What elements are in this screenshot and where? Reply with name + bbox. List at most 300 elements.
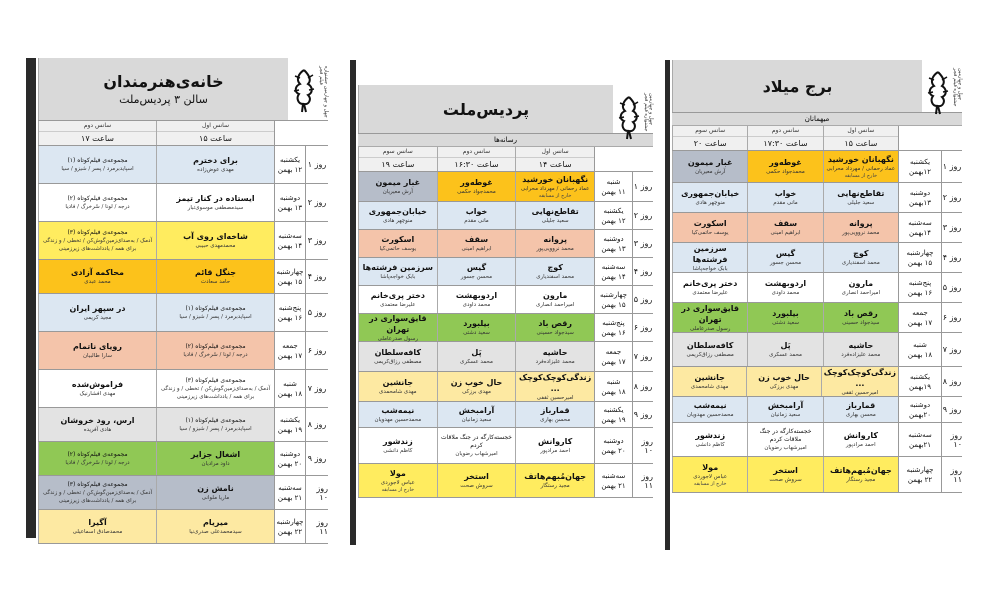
film-title: دختر پری‌خانم: [370, 291, 425, 300]
screening-cell: [747, 333, 822, 366]
film-director: یوسف حاتمی‌کیا: [691, 230, 729, 236]
film-title: استخر: [773, 466, 798, 475]
panel-shadow: [26, 58, 36, 538]
weekday: چهارشنبه: [276, 267, 304, 276]
film-title: نیمه‌شب: [693, 401, 727, 410]
film-title: پروانه: [849, 219, 873, 228]
film-director: محمدجواد حکمی: [766, 169, 805, 175]
panel-shadow: [350, 60, 356, 545]
film-director: مهدی برزکی: [462, 389, 491, 395]
day-date: [898, 213, 941, 242]
film-director: عباس لاجوردی: [693, 473, 728, 480]
session-time: ساعت ۱۶:۳۰: [454, 160, 499, 169]
film-director: کاظم دانشی: [695, 442, 725, 448]
date: ۱۹ بهمن: [277, 425, 303, 434]
day-row: [358, 342, 653, 372]
film-title: خجسته‌کارگه در جنگ ملاقات کردم: [441, 433, 512, 449]
film-title: زندشور: [695, 431, 726, 440]
session-time: ساعت ۱۹: [381, 160, 415, 169]
film-title: سرزمین فرشته‌ها: [692, 243, 728, 264]
film-title: محاکمه آزادی: [71, 268, 124, 277]
film-director: اسپاید‌برمرد / پسر / شیزو / سیا: [61, 165, 134, 172]
film-director: احمد مرادپور: [845, 442, 876, 448]
weekday: یکشنبه: [279, 155, 301, 164]
simorgh-logo-icon: [616, 93, 642, 143]
day-row: [38, 146, 328, 184]
film-director: عماد رحمانی / مهرداد محرابی: [826, 165, 896, 172]
film-title: نامش زن: [197, 484, 234, 493]
film-title: سرزمین فرشته‌ها: [362, 263, 434, 272]
film-title: جنگل قائم: [194, 268, 237, 277]
film-director: اسپاید‌برمرد / پسر / شیزو / سیا: [179, 425, 252, 432]
screening-cell: [38, 442, 156, 475]
day-row: [358, 402, 653, 428]
weekday: سه‌شنبه: [278, 483, 302, 492]
film-title: کافه‌سلطان: [686, 341, 734, 350]
date: ۱۹ بهمن: [601, 415, 626, 424]
day-date: [898, 243, 941, 272]
weekday: جمعه: [605, 347, 622, 356]
session-name: سانس دوم: [748, 126, 822, 137]
day-row: [38, 222, 328, 260]
screening-cell: [747, 151, 822, 182]
date: ۱۸ بهمن: [907, 350, 933, 359]
film-director: ماریا ملوانی: [201, 495, 230, 501]
screening-cell: [823, 333, 898, 366]
screening-cell: [672, 303, 747, 332]
film-director: آدمک / به‌صدای‌زمین‌گوش‌کن / تخطی / و زندگی برای همه / یادداشت‌های زیرزمینی: [42, 237, 153, 252]
screening-cell: [38, 184, 156, 221]
weekday: یکشنبه: [279, 415, 301, 424]
film-director: یوسف حاتمی‌کیا: [379, 246, 417, 252]
screening-cell: [823, 273, 898, 302]
day-date: [898, 303, 941, 332]
film-title: میریام: [202, 518, 229, 527]
day-date: [594, 402, 632, 427]
date: ۱۳ بهمن: [601, 244, 626, 253]
screening-cell: [672, 243, 747, 272]
screening-cell: [747, 423, 822, 456]
film-director: محمد داودی: [462, 302, 491, 308]
film-title: نگهبانان خورشید: [522, 174, 589, 184]
weekday: دوشنبه: [603, 234, 624, 243]
film-title: اردوبهشت: [764, 279, 807, 288]
date: ۱۵ بهمن: [277, 277, 303, 286]
screening-cell: [156, 146, 274, 183]
screening-cell: [747, 183, 822, 212]
hall-label: رسانه‌ها: [358, 134, 653, 147]
weekday: جمعه: [912, 308, 928, 317]
sessions-header: [38, 121, 328, 146]
film-director: سارا طالبیان: [83, 353, 112, 359]
film-title: دختر پری‌خانم: [683, 279, 738, 288]
film-title: کاروانش: [538, 437, 573, 446]
film-director: مصطفی رزاق‌کریمی: [374, 359, 422, 365]
session-name: سانس اول: [516, 147, 594, 158]
film-director: محمد علیزاده‌فرد: [841, 352, 881, 358]
screening-cell: [38, 370, 156, 407]
screening-cell: [823, 397, 898, 422]
film-director: منوچهر هادی: [383, 218, 413, 224]
day-date: [274, 294, 305, 331]
sessions-header: [358, 147, 653, 172]
screening-cell: [515, 342, 594, 371]
weekday: دوشنبه: [909, 188, 931, 197]
date: ۱۹بهمن: [908, 382, 932, 391]
title-box: [672, 60, 922, 112]
screening-cell: [437, 202, 516, 229]
film-title: غبار میمون: [687, 158, 733, 167]
screening-cell: [437, 428, 516, 463]
day-number: روز ۱۱: [632, 464, 653, 497]
film-title: قمارباز: [540, 406, 570, 415]
film-director: درجه / لونا / سُرخرگ / فادیا: [65, 203, 130, 210]
day-date: [274, 442, 305, 475]
film-director: مجید کریمی: [83, 315, 112, 321]
film-title: زندگی‌کوچک‌کوچک ...: [823, 367, 896, 388]
screening-cell: [358, 464, 437, 497]
simorgh-logo: [616, 93, 642, 147]
screening-cell: [38, 146, 156, 183]
day-number: روز ۸: [632, 372, 653, 401]
session-name: سانس دوم: [438, 147, 516, 158]
day-number: روز ۱۰: [941, 423, 962, 456]
film-title: ارس، رود خروشان: [60, 416, 135, 425]
film-director: آدمک / به‌صدای‌زمین‌گوش‌کن / تخطی / و زندگی برای همه / یادداشت‌های زیرزمینی: [42, 489, 153, 504]
weekday: دوشنبه: [279, 193, 301, 202]
film-title: بیلبورد: [772, 309, 799, 318]
screening-cell: [672, 397, 747, 422]
weekday: یکشنبه: [909, 157, 931, 166]
screening-cell: [672, 183, 747, 212]
festival-label: چهل و چهارمین جشنواره فیلم فجر: [318, 66, 329, 118]
film-director: محمدمهدی حبیبی: [195, 243, 236, 249]
film-title: پَل: [780, 341, 791, 350]
day-date: [898, 423, 941, 456]
day-number: روز ۶: [941, 303, 962, 332]
day-row: [358, 372, 653, 402]
film-title: مجموعه‌ی فیلم‌کوتاه (۱): [185, 416, 246, 424]
panel-header: [38, 58, 328, 121]
weekday: سه‌شنبه: [908, 430, 932, 439]
day-row: [672, 397, 962, 423]
day-date: [594, 428, 632, 463]
film-director: محسن جسور: [769, 260, 802, 266]
film-title: غوطه‌ور: [460, 178, 493, 187]
weekday: یکشنبه: [909, 372, 931, 381]
day-number: روز ۷: [305, 370, 328, 407]
screening-cell: [358, 428, 437, 463]
film-title: در سپهر ایران: [69, 304, 126, 313]
day-row: [38, 294, 328, 332]
weekday: سه‌شنبه: [601, 262, 626, 271]
venue-title: برج میلاد: [762, 76, 833, 96]
day-date: [274, 332, 305, 369]
day-date: [898, 183, 941, 212]
day-date: [274, 184, 305, 221]
screening-cell: [515, 314, 594, 341]
day-date: [274, 370, 305, 407]
screening-cell: [747, 213, 822, 242]
sessions-header-spacer: [898, 126, 962, 150]
screening-cell: [747, 243, 822, 272]
date: ۲۰ بهمن: [601, 446, 626, 455]
day-row: [672, 303, 962, 333]
weekday: یکشنبه: [603, 206, 624, 215]
screening-cell: [156, 476, 274, 509]
day-row: [672, 423, 962, 457]
venue-subtitle: سالن ۳ پردیس‌ملت: [119, 93, 208, 106]
sessions-header: [672, 126, 962, 151]
screening-cell: [515, 372, 594, 401]
session-header: [358, 147, 437, 171]
session-name: سانس اول: [824, 126, 898, 137]
day-number: روز ۳: [305, 222, 328, 259]
day-number: روز ۵: [632, 286, 653, 313]
screening-cell: [437, 464, 516, 497]
screening-cell: [747, 397, 822, 422]
film-title: خجسته‌کارگه در جنگ ملاقات کردم: [759, 427, 812, 443]
screening-cell: [515, 258, 594, 285]
screening-cell: [437, 286, 516, 313]
screening-cell: [437, 258, 516, 285]
film-title: زندگی‌کوچک‌کوچک ...: [519, 372, 592, 393]
day-row: [358, 258, 653, 286]
film-title: جانشین: [382, 378, 414, 387]
film-director: مصطفی رزاق‌کریمی: [686, 352, 734, 358]
film-title: غبار میمون: [375, 178, 421, 187]
date: ۱۶ بهمن: [277, 313, 303, 322]
screening-cell: [823, 423, 898, 456]
date: ۱۱ بهمن: [601, 187, 626, 196]
date: ۱۲بهمن: [908, 167, 932, 176]
film-director: مانی مقدم: [464, 218, 489, 224]
film-title: پروانه: [543, 235, 567, 244]
film-director: درجه / لونا / سُرخرگ / فادیا: [65, 459, 130, 466]
film-director: مانی مقدم: [773, 200, 798, 206]
session-header: [515, 147, 594, 171]
simorgh-logo: [925, 68, 951, 122]
film-director: داود مرادیان: [201, 461, 230, 467]
film-title: جهان‌مُبهم‌هاتف: [524, 472, 587, 481]
film-director: محسن بهاری: [540, 417, 571, 423]
screening-cell: [358, 372, 437, 401]
film-title: کوچ: [547, 263, 563, 272]
weekday: پنج‌شنبه: [278, 303, 302, 312]
film-title: حال خوب زن: [758, 373, 810, 382]
film-title: غوطه‌ور: [769, 158, 802, 167]
weekday: دوشنبه: [279, 449, 301, 458]
screening-cell: [823, 183, 898, 212]
screening-cell: [358, 230, 437, 257]
screening-cell: [672, 151, 747, 182]
weekday: سه‌شنبه: [601, 471, 626, 480]
weekday: پنج‌شنبه: [602, 318, 625, 327]
screening-cell: [747, 457, 822, 492]
weekday: دوشنبه: [909, 400, 931, 409]
day-row: [672, 457, 962, 493]
screening-cell: [358, 342, 437, 371]
film-title: اسکورت: [381, 235, 415, 244]
day-number: روز ۱: [305, 146, 328, 183]
date: ۲۱ بهمن: [277, 493, 303, 502]
film-title: خیابان‌جمهوری: [368, 207, 427, 216]
date: ۲۱بهمن: [908, 440, 932, 449]
day-row: [358, 428, 653, 464]
film-director: محمد اسفندیاری: [841, 260, 880, 266]
day-row: [672, 213, 962, 243]
film-note: خارج از مسابقه: [538, 192, 572, 199]
screening-cell: [823, 151, 898, 182]
film-director: محمد عبدی: [84, 279, 111, 285]
screening-cell: [746, 367, 820, 396]
screening-cell: [156, 184, 274, 221]
date: ۱۳ بهمن: [277, 203, 303, 212]
film-title: رقص باد: [844, 309, 878, 318]
day-date: [898, 151, 941, 182]
film-title: مجموعه‌ی فیلم‌کوتاه (۲): [67, 194, 128, 202]
screening-cell: [156, 408, 274, 441]
film-director: محمدحسین مهدویان: [374, 417, 422, 423]
film-director: سروش صحت: [769, 477, 802, 483]
day-number: روز ۸: [305, 408, 328, 441]
day-date: [274, 476, 305, 509]
festival-label: چهل و چهارمین جشنواره فیلم فجر: [952, 68, 963, 107]
screening-cell: [437, 372, 516, 401]
screening-cell: [358, 258, 437, 285]
screening-cell: [38, 294, 156, 331]
film-title: اردوبهشت: [455, 291, 498, 300]
venue-title: خانه‌ی‌هنرمندان: [103, 72, 224, 91]
session-time: ساعت ۲۰: [693, 139, 727, 148]
date: ۲۰ بهمن: [277, 459, 303, 468]
sessions-header-spacer: [274, 121, 328, 145]
day-date: [274, 222, 305, 259]
screening-cell: [358, 314, 437, 341]
film-title: مجموعه‌ی فیلم‌کوتاه (۲): [67, 450, 128, 458]
film-title: مارون: [848, 279, 874, 288]
screening-cell: [747, 303, 822, 332]
weekday: جمعه: [282, 341, 298, 350]
film-director: سعید زمانیان: [770, 412, 801, 418]
day-number: روز ۴: [305, 260, 328, 293]
day-row: [672, 183, 962, 213]
day-number: روز ۳: [632, 230, 653, 257]
date: ۲۰بهمن: [908, 410, 932, 419]
screening-cell: [437, 314, 516, 341]
screening-cell: [38, 408, 156, 441]
weekday: چهارشنبه: [906, 248, 934, 257]
film-title: قایق‌سواری در تهران: [369, 313, 427, 334]
date: ۱۵ بهمن: [907, 258, 933, 267]
film-title: آرامبخش: [458, 406, 495, 415]
panel-header: [672, 60, 962, 113]
day-row: [38, 184, 328, 222]
film-director: محمدحسین مهدویان: [686, 412, 734, 418]
day-number: روز ۷: [941, 333, 962, 366]
screening-cell: [437, 230, 516, 257]
film-director: محمد نروویی‌پور: [536, 246, 574, 252]
day-number: روز ۱۰: [632, 428, 653, 463]
film-title: جانشین: [694, 373, 725, 382]
session-header: [437, 147, 516, 171]
film-note: خارج از مسابقه: [381, 486, 415, 493]
screening-cell: [515, 428, 594, 463]
weekday: یکشنبه: [603, 405, 624, 414]
date: ۱۶ بهمن: [601, 328, 626, 337]
film-note: خارج از مسابقه: [693, 480, 727, 487]
day-number: روز ۴: [941, 243, 962, 272]
film-director: کاظم دانشی: [383, 448, 413, 454]
film-title: برای دخترم: [193, 156, 238, 165]
film-title: مجموعه‌ی فیلم‌کوتاه (۱): [67, 156, 128, 164]
film-title: کوچ: [853, 249, 869, 258]
film-director: محمد عسکری: [769, 352, 802, 358]
screening-cell: [38, 222, 156, 259]
screening-cell: [156, 370, 274, 407]
date: ۱۲ بهمن: [277, 165, 303, 174]
film-director: درجه / لونا / سُرخرگ / فادیا: [183, 351, 248, 358]
day-number: روز ۹: [941, 397, 962, 422]
film-director: مهدی عوض‌زاده: [197, 167, 234, 173]
festival-logo: [922, 60, 962, 112]
film-title: خواب: [465, 207, 488, 216]
date: ۱۴بهمن: [908, 228, 932, 237]
sessions-header-spacer: [594, 147, 653, 171]
film-director: علیرضا معتمدی: [380, 302, 416, 308]
day-row: [38, 476, 328, 510]
day-number: روز ۶: [632, 314, 653, 341]
film-title: مولا: [702, 462, 719, 472]
film-director: سعید دشتی: [463, 330, 490, 336]
film-title: قمارباز: [846, 401, 876, 410]
session-header: [672, 126, 747, 150]
title-box: [358, 85, 613, 133]
panel-shadow: [665, 60, 670, 550]
session-name: سانس سوم: [673, 126, 747, 137]
day-number: روز ۵: [305, 294, 328, 331]
day-number: روز ۵: [941, 273, 962, 302]
film-title: سقف: [773, 219, 798, 228]
film-title: رویای ناتمام: [73, 342, 122, 351]
day-row: [38, 332, 328, 370]
film-director: سعید جلیلی: [541, 218, 569, 224]
screening-cell: [515, 464, 594, 497]
day-date: [274, 260, 305, 293]
film-title: سقف: [464, 235, 489, 244]
day-date: [898, 367, 941, 396]
film-title: کافه‌سلطان: [374, 348, 422, 357]
day-row: [38, 370, 328, 408]
hall-label: میهمانان: [672, 113, 962, 126]
weekday: چهارشنبه: [276, 517, 304, 526]
day-row: [38, 442, 328, 476]
weekday: شنبه: [606, 177, 621, 186]
screening-cell: [437, 342, 516, 371]
day-date: [898, 397, 941, 422]
date: ۱۸ بهمن: [277, 389, 303, 398]
screening-cell: [358, 172, 437, 201]
date: ۱۶ بهمن: [907, 288, 933, 297]
film-title: تقاطع‌نهایی: [531, 207, 579, 216]
day-date: [594, 314, 632, 341]
film-director: محسن بهاری: [845, 412, 876, 418]
day-number: روز ۹: [632, 402, 653, 427]
film-director: سیدجواد حسینی: [842, 320, 880, 326]
weekday: چهارشنبه: [600, 290, 627, 299]
date: ۲۲ بهمن: [907, 475, 933, 484]
film-director: آرش معیریان: [382, 189, 413, 195]
